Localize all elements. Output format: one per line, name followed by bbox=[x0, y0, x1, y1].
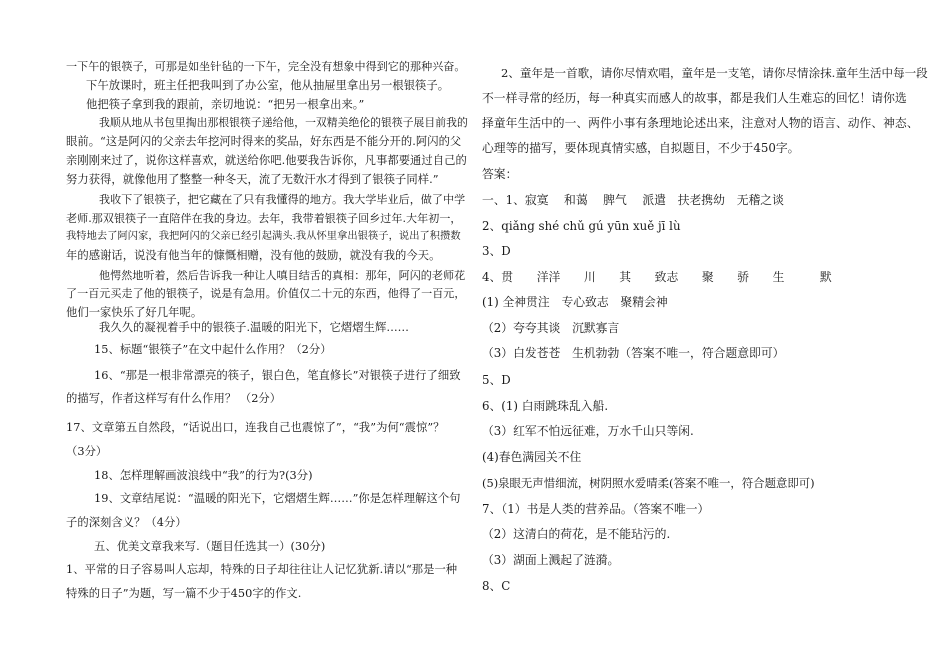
essay-prompt-1: 1、平常的日子容易叫人忘却，特殊的日子却往往让人记忆犹新.请以“那是一种 bbox=[66, 563, 458, 576]
story-line: 年的感谢话，说没有他当年的慷慨相赠，没有他的鼓励，就没有我的今天。 bbox=[66, 249, 441, 262]
story-line: 下午放课时，班主任把我叫到了办公室，他从抽屉里拿出另一根银筷子。 bbox=[86, 79, 450, 92]
answer-line: (1) 全神贯注 专心致志 聚精会神 bbox=[482, 295, 668, 309]
story-line: 我收下了银筷子，把它藏在了只有我懂得的地方。我大学毕业后，做了中学 bbox=[99, 193, 466, 206]
answer-line: 6、(1) 白雨跳珠乱入船. bbox=[482, 399, 609, 413]
story-line: 一下午的银筷子，可那是如坐针毡的一下午，完全没有想象中得到它的那种兴奋。 bbox=[66, 60, 466, 73]
answer-line: （2）夸夸其谈 沉默寡言 bbox=[482, 321, 620, 335]
essay-prompt-2-cont: 不一样寻常的经历，每一种真实而感人的故事，都是我们人生难忘的回忆！请你选 bbox=[482, 91, 907, 105]
answers-heading: 答案： bbox=[482, 167, 518, 181]
story-line: 眼前。“这是阿闪的父亲去年挖河时得来的奖品，好东西是不能分开的.阿闪的父 bbox=[66, 135, 462, 148]
essay-prompt-2-cont: 心理等的描写，要体现真情实感，自拟题目，不少于450字。 bbox=[482, 141, 800, 155]
answer-line: 一、1、寂寞 和蔼 脾气 派遣 扶老携幼 无稽之谈 bbox=[482, 193, 784, 207]
answer-line: (4)春色满园关不住 bbox=[482, 450, 582, 464]
question-15: 15、标题“银筷子”在文中起什么作用？（2分） bbox=[94, 343, 332, 356]
story-line: 亲刚刚来过了，说你这样喜欢，就送给你吧.他要我告诉你，凡事都要通过自己的 bbox=[66, 154, 467, 167]
story-line: 努力获得，就像他用了整整一种冬天，流了无数汗水才得到了银筷子同样.” bbox=[66, 173, 439, 186]
answer-line: 2、qiǎng shé chǔ gú yūn xuě jī lù bbox=[482, 219, 681, 233]
story-line: 他把筷子拿到我的跟前，亲切地说：“把另一根拿出来。” bbox=[86, 98, 365, 111]
section-five-heading: 五、优美文章我来写.（题目任选其一）(30分) bbox=[94, 540, 326, 553]
answer-line: （3）白发苍苍 生机勃勃（答案不唯一，符合题意即可） bbox=[482, 346, 785, 360]
answer-line: 3、D bbox=[482, 244, 511, 258]
essay-prompt-2: 2、童年是一首歌，请你尽情欢唱，童年是一支笔，请你尽情涂抹.童年生活中每一段 bbox=[501, 66, 928, 80]
answer-line: （3）湖面上溅起了涟漪。 bbox=[482, 553, 620, 567]
story-line: 了一百元买走了他的银筷子，说是有急用。价值仅二十元的东西，他得了一百元， bbox=[66, 287, 466, 300]
question-17-cont: （3分） bbox=[66, 445, 108, 458]
story-line: 他们一家快乐了好几年呢。 bbox=[66, 306, 203, 319]
story-line: 我特地去了阿闪家，我把阿闪的父亲已经引起满头.我从怀里拿出银筷子，说出了积攒数 bbox=[66, 230, 461, 242]
essay-prompt-1-cont: 特殊的日子”为题，写一篇不少于450字的作文. bbox=[66, 587, 302, 600]
answer-line: (5)泉眼无声惜细流，树阴照水爱晴柔(答案不唯一，符合题意即可) bbox=[482, 476, 815, 490]
question-19-cont: 子的深刻含义？（4分） bbox=[66, 516, 187, 529]
question-19: 19、文章结尾说：“温暖的阳光下，它熠熠生辉……”你是怎样理解这个句 bbox=[94, 492, 461, 505]
question-16: 16、“那是一根非常漂亮的筷子，银白色，笔直修长”对银筷子进行了细致 bbox=[94, 369, 461, 382]
answer-line: 8、C bbox=[482, 579, 511, 593]
answer-line: 5、D bbox=[482, 373, 511, 387]
story-line: 我顺从地从书包里掏出那根银筷子递给他，一双精美绝伦的银筷子展目前我的 bbox=[99, 116, 468, 129]
question-16-cont: 的描写，作者这样写有什么作用？ （2分） bbox=[66, 392, 282, 405]
story-line: 老师.那双银筷子一直陪伴在我的身边。去年，我带着银筷子回乡过年.大年初一， bbox=[66, 212, 462, 225]
essay-prompt-2-cont: 择童年生活中的一、两件小事有条理地论述出来，注意对人物的语言、动作、神态、 bbox=[482, 116, 919, 130]
question-18: 18、怎样理解画波浪线中“我”的行为?(3分) bbox=[94, 469, 313, 482]
question-17: 17、文章第五自然段，“话说出口，连我自己也震惊了”，“我”为何“震惊”？ bbox=[66, 421, 445, 434]
answer-line: 7、（1）书是人类的营养品。（答案不唯一） bbox=[482, 502, 710, 516]
story-line: 他愕然地听着，然后告诉我一种让人嗔目结舌的真相：那年，阿闪的老师花 bbox=[99, 269, 466, 282]
answer-line: （2）这清白的荷花，是不能玷污的. bbox=[482, 527, 671, 541]
story-line: 我久久的凝视着手中的银筷子.温暖的阳光下，它熠熠生辉…… bbox=[99, 321, 410, 334]
answer-line: （3）红军不怕远征难，万水千山只等闲. bbox=[482, 424, 694, 438]
answer-line: 4、贯 洋洋 川 其 致志 聚 骄 生 默 bbox=[482, 270, 832, 284]
